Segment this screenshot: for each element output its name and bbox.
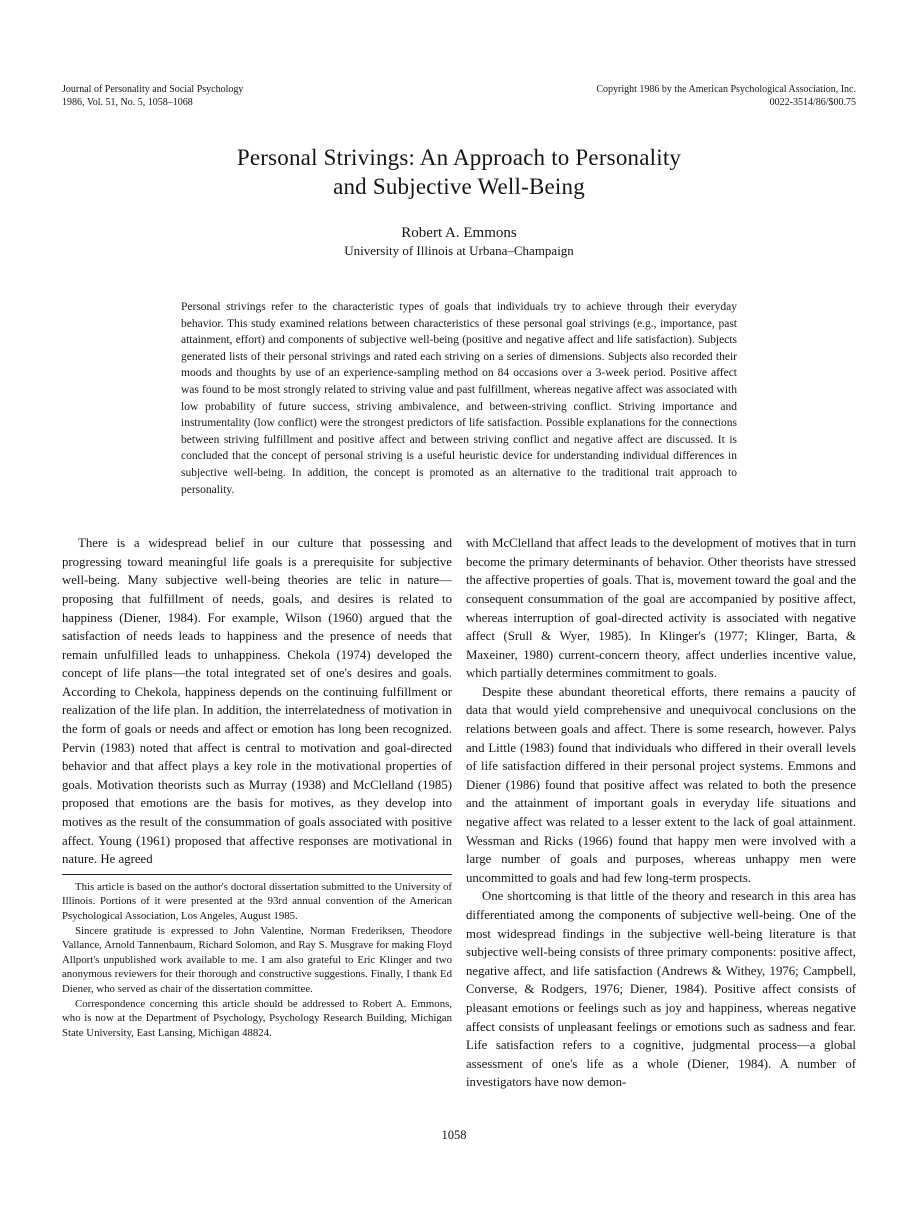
author-note [62,880,452,1041]
body-paragraph: with McClelland that affect leads to the development of motives that in turn become the primary determinants of behavior. Other theorists have stressed the affective properties of goals. That is, movement toward the goal and the consequent consummation of the goal are accompanied by positive affect, whereas interruption of goal-directed activity is associated with negative affect (Srull & Wyer, 1985). In Klinger's (1977; Klinger, Barta, & Maxeiner, 1980) current-concern theory, affect underlies incentive value, which partially determines commitment to goals. [466,536,856,681]
footnote-paragraph: Sincere gratitude is expressed to John Valentine, Norman Frederiksen, Theodore Vallance, Arnold Tannenbaum, Richard Solomon, and Ray S. Musgrave for making Floyd Allport's unpublished work available to me. I am also grateful to Eric Klinger and two anonymous reviewers for their thorough and constructive suggestions. Finally, I thank Ed Diener, who served as chair of the dissertation committee. [62,924,452,995]
article-title-line1: Personal Strivings: An Approach to Personality [236,145,682,170]
footnote-paragraph: This article is based on the author's doctoral dissertation submitted to the University of Illinois. Portions of it were presented at the 93rd annual convention of the American Psychological Association, Los Angeles, August 1985. [62,880,452,922]
right-column [466,534,856,1092]
article-title-line2: and Subjective Well-Being [333,174,585,199]
byline [62,224,856,259]
author-name: Robert A. Emmons [401,225,517,241]
left-column [62,534,452,1092]
page-number: 1058 [441,1128,467,1142]
issn-price-code: 0022-3514/86/$00.75 [769,96,856,108]
journal-info [62,84,243,109]
footnote-paragraph: Correspondence concerning this article should be addressed to Robert A. Emmons, who is now at the Department of Psychology, Psychology Research Building, Michigan State University, East Lansing, Michigan 48824. [62,997,452,1039]
journal-name: Journal of Personality and Social Psychology [62,84,244,95]
body-paragraph: There is a widespread belief in our culture that possessing and progressing toward meaningful life goals is a prerequisite for subjective well-being. Many subjective well-being theories are telic in nature—proposing that fulfillment of needs, goals, and desires is related to happiness (Diener, 1984). For example, Wilson (1960) argued that the satisfaction of needs leads to happiness and the presence of needs that remain unfulfilled leads to unhappiness. Chekola (1974) developed the concept of life plans—the total integrated set of one's desires and goals. According to Chekola, happiness depends on the continuing fulfillment or realization of the life plan. In addition, the interrelatedness of motivation in the form of goals or needs and affect or emotion has long been recognized. Pervin (1983) noted that affect is central to motivation and goal-directed behavior and that affect plays a key role in the motivational properties of goals. Motivation theorists such as Murray (1938) and McClelland (1985) proposed that emotions are the basis for motives, as they develop into motives as the result of the consummation of goals associated with positive affect. Young (1961) proposed that affective responses are motivational in nature. He agreed [62,536,452,867]
copyright-info [596,84,856,109]
article-title [62,143,856,201]
article-body [62,534,856,1092]
abstract: Personal strivings refer to the characteristic types of goals that individuals try to achieve through their everyday behavior. This study examined relations between characteristics of these personal goal strivings (e.g., importance, past attainment, effort) and components of subjective well-being (positive and negative affect and life satisfaction). Subjects generated lists of their personal strivings and rated each striving on a series of dimensions. Subjects also recorded their moods and thoughts by use of an experience-sampling method on 84 occasions over a 3-week period. Positive affect was found to be most strongly related to striving value and past fulfillment, whereas negative affect was associated with low probability of future success, striving ambivalence, and between-striving conflict. Striving importance and instrumentality (low conflict) were the strongest predictors of life satisfaction. Possible explanations for the connections between striving fulfillment and positive affect and between striving conflict and negative affect are discussed. It is concluded that the concept of personal striving is a useful heuristic device for understanding individual differences in subjective well-being. In addition, the concept is promoted as an alternative to the traditional trait approach to personality. [181,301,737,496]
masthead [62,84,856,109]
footnote-divider [62,874,452,875]
body-paragraph: Despite these abundant theoretical efforts, there remains a paucity of data that would yield comprehensive and unequivocal conclusions on the relations between goals and affect. There is some research, however. Palys and Little (1983) found that individuals who differed in their overall levels of life satisfaction differed in their personal project systems. Emmons and Diener (1986) found that positive affect was related to both the presence and the attainment of important goals in everyday life situations and negative affect was related to a lesser extent to the lack of goal attainment. Wessman and Ricks (1966) found that happy men were involved with a large number of goals and purposes, whereas unhappy men were uncommitted to goals and had few long-term prospects. [466,684,856,885]
copyright-line: Copyright 1986 by the American Psychological Association, Inc. [596,84,856,95]
journal-issue-info: 1986, Vol. 51, No. 5, 1058–1068 [62,96,193,108]
author-affiliation: University of Illinois at Urbana–Champaign [344,243,574,258]
body-paragraph: One shortcoming is that little of the theory and research in this area has differentiated among the components of subjective well-being. One of the most widespread findings in the subjective well-being literature is that subjective well-being consists of three primary components: positive affect, negative affect, and life satisfaction (Andrews & Withey, 1976; Campbell, Converse, & Rodgers, 1976; Diener, 1984). Positive affect consists of pleasant emotions or feelings such as joy and happiness, whereas negative affect consists of unpleasant feelings or emotions such as sadness and fear. Life satisfaction refers to a cognitive, judgmental process—a global assessment of one's life as a whole (Diener, 1984). A number of investigators have now demon- [466,889,856,1090]
